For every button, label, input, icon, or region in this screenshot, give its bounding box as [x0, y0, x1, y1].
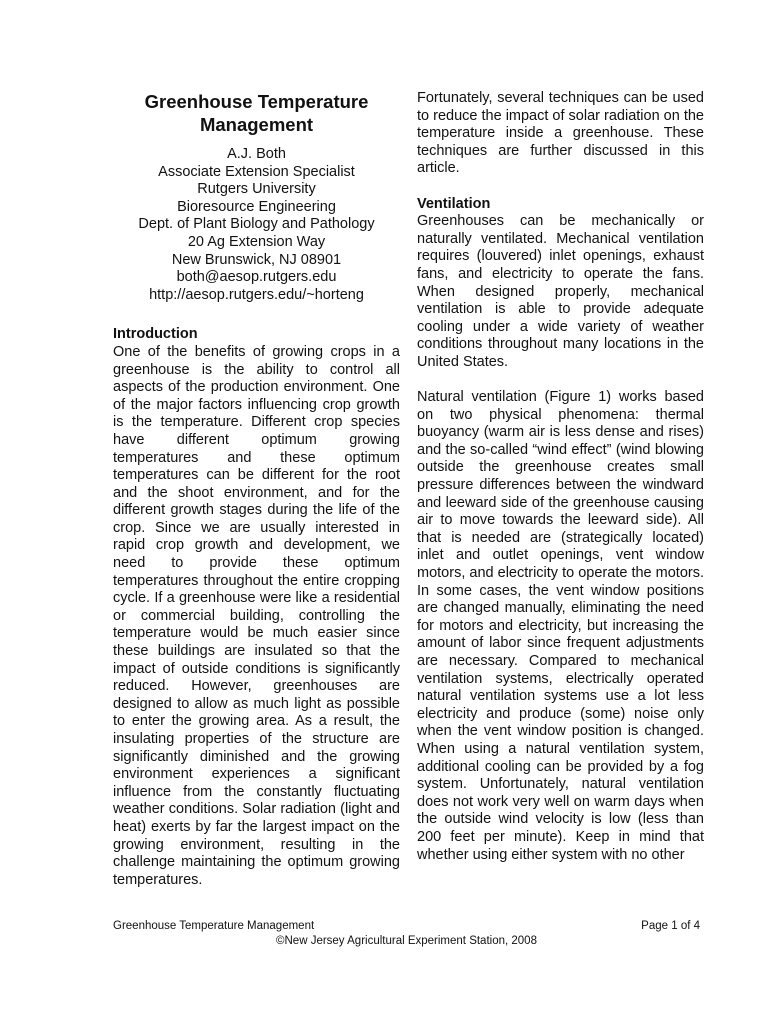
- author-website-link[interactable]: http://aesop.rutgers.edu/~horteng: [149, 286, 364, 303]
- author-street: 20 Ag Extension Way: [187, 233, 326, 250]
- author-block: [113, 146, 400, 304]
- author-dept: Dept. of Plant Biology and Pathology: [138, 216, 375, 233]
- document-title: [113, 90, 400, 136]
- left-column: [113, 88, 400, 889]
- author-position: Associate Extension Specialist: [158, 163, 355, 180]
- title-line: Management: [199, 114, 314, 135]
- introduction-paragraph: One of the benefits of growing crops in a greenhouse is the ability to control all aspects of the production environment. One of the major factors influencing crop growth is the temperature. Different crop species have different optimum growing temperatures and these optimum temperatures can be different for the root and the shoot environment, and for the different growth stages during the life of the crop. Since we are usually interested in rapid crop growth and development, we need to provide these optimum temperatures throughout the entire cropping cycle. If a greenhouse were like a residential or commercial building, controlling the temperature would be much easier since these buildings are insulated so that the impact of outside conditions is significantly reduced. However, greenhouses are designed to allow as much light as possible to enter the growing area. As a result, the insulating properties of the structure are significantly diminished and the growing environment experiences a significant influence from the constantly fluctuating weather conditions. Solar radiation (light and heat) exerts by far the largest impact on the growing environment, resulting in the challenge maintaining the optimum growing temperatures.: [113, 343, 400, 888]
- title-line: Greenhouse Temperature: [144, 91, 369, 112]
- footer-page-number: Page 1 of 4: [641, 920, 700, 932]
- author-city: New Brunswick, NJ 08901: [171, 251, 342, 268]
- author-email-link[interactable]: both@aesop.rutgers.edu: [176, 269, 337, 286]
- mechanical-ventilation-paragraph: Greenhouses can be mechanically or naturally ventilated. Mechanical ventilation requires (louvered) inlet openings, exhaust fans, and electricity to operate the fans. When designed properly, mechanical ventilation is able to provide adequate cooling under a wide variety of weather conditions throughout many locations in the United States.: [417, 213, 704, 370]
- right-column: [417, 90, 704, 864]
- footer-copyright: ©New Jersey Agricultural Experiment Station, 2008: [276, 935, 537, 947]
- page-footer: [113, 919, 700, 949]
- intro-continuation-paragraph: Fortunately, several techniques can be used to reduce the impact of solar radiation on the temperature inside a greenhouse. These techniques are further discussed in this article.: [417, 90, 704, 177]
- footer-document-title: Greenhouse Temperature Management: [113, 920, 315, 932]
- ventilation-heading: Ventilation: [417, 195, 491, 212]
- author-university: Rutgers University: [197, 181, 316, 198]
- author-department: Bioresource Engineering: [177, 198, 336, 215]
- natural-ventilation-paragraph: Natural ventilation (Figure 1) works based on two physical phenomena: thermal buoyancy (warm air is less dense and rises) and the so-called “wind effect” (wind blowing outside the greenhouse creates small pressure differences between the windward and leeward side of the greenhouse causing air to move towards the leeward side). All that is needed are (strategically located) inlet and outlet openings, vent window motors, and electricity to operate the motors. In some cases, the vent window positions are changed manually, eliminating the need for motors and electricity, but increasing the amount of labor since frequent adjustments are necessary. Compared to mechanical ventilation systems, electrically operated natural ventilation systems use a lot less electricity and produce (some) noise only when the vent window position is changed. When using a natural ventilation system, additional cooling can be provided by a fog system. Unfortunately, natural ventilation does not work very well on warm days when the outside wind velocity is low (less than 200 feet per minute). Keep in mind that whether using either system with no other: [417, 389, 704, 863]
- introduction-heading: Introduction: [113, 326, 198, 343]
- author-name: A.J. Both: [227, 146, 286, 162]
